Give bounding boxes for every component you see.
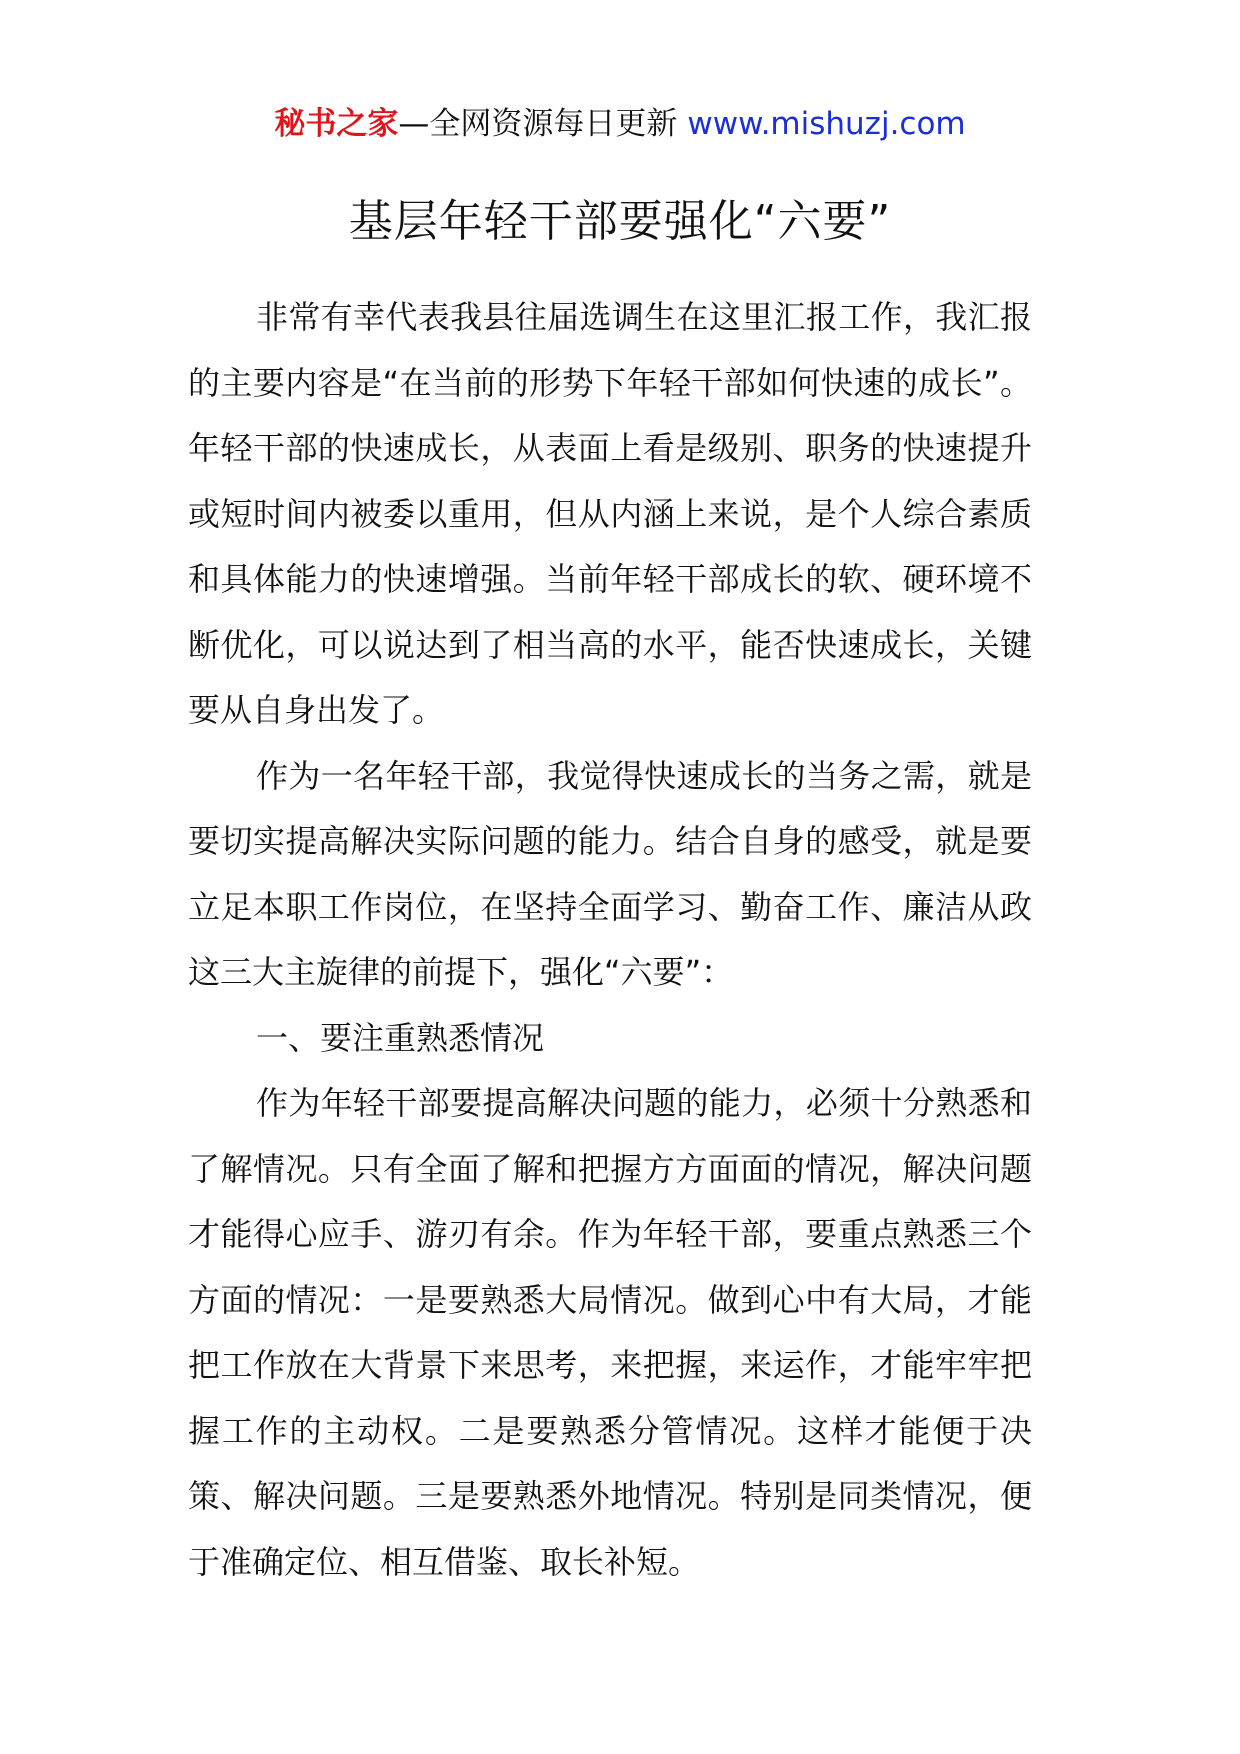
paragraph-intro: 非常有幸代表我县往届选调生在这里汇报工作，我汇报的主要内容是“在当前的形势下年轻干部如何快速的成长”。年轻干部的快速成长，从表面上看是级别、职务的快速提升或短时间内被委以重用，但从内涵上来说，是个人综合素质和具体能力的快速增强。当前年轻干部成长的软、硬环境不断优化，可以说达到了相当高的水平，能否快速成长，关键要从自身出发了。: [188, 298, 1032, 729]
site-url-link[interactable]: www.mishuzj.com: [687, 106, 966, 142]
header-slogan: —全网资源每日更新: [398, 106, 678, 142]
site-header: [0, 100, 1240, 148]
section-heading-1: 一、要注重熟悉情况: [256, 1018, 545, 1057]
paragraph-overview: 作为一名年轻干部，我觉得快速成长的当务之需，就是要切实提高解决实际问题的能力。结合自身的感受，就是要立足本职工作岗位，在坚持全面学习、勤奋工作、廉洁从政这三大主旋律的前提下，强化“六要”：: [188, 756, 1032, 991]
document-body: [188, 285, 1032, 1595]
brand-name: 秘书之家: [274, 106, 399, 142]
paragraph-section-1: 作为年轻干部要提高解决问题的能力，必须十分熟悉和了解情况。只有全面了解和把握方方面面的情况，解决问题才能得心应手、游刃有余。作为年轻干部，要重点熟悉三个方面的情况：一是要熟悉大局情况。做到心中有大局，才能把工作放在大背景下来思考，来把握，来运作，才能牢牢把握工作的主动权。二是要熟悉分管情况。这样才能便于决策、解决问题。三是要熟悉外地情况。特别是同类情况，便于准确定位、相互借鉴、取长补短。: [188, 1084, 1032, 1581]
document-title: 基层年轻干部要强化“六要”: [348, 196, 892, 247]
